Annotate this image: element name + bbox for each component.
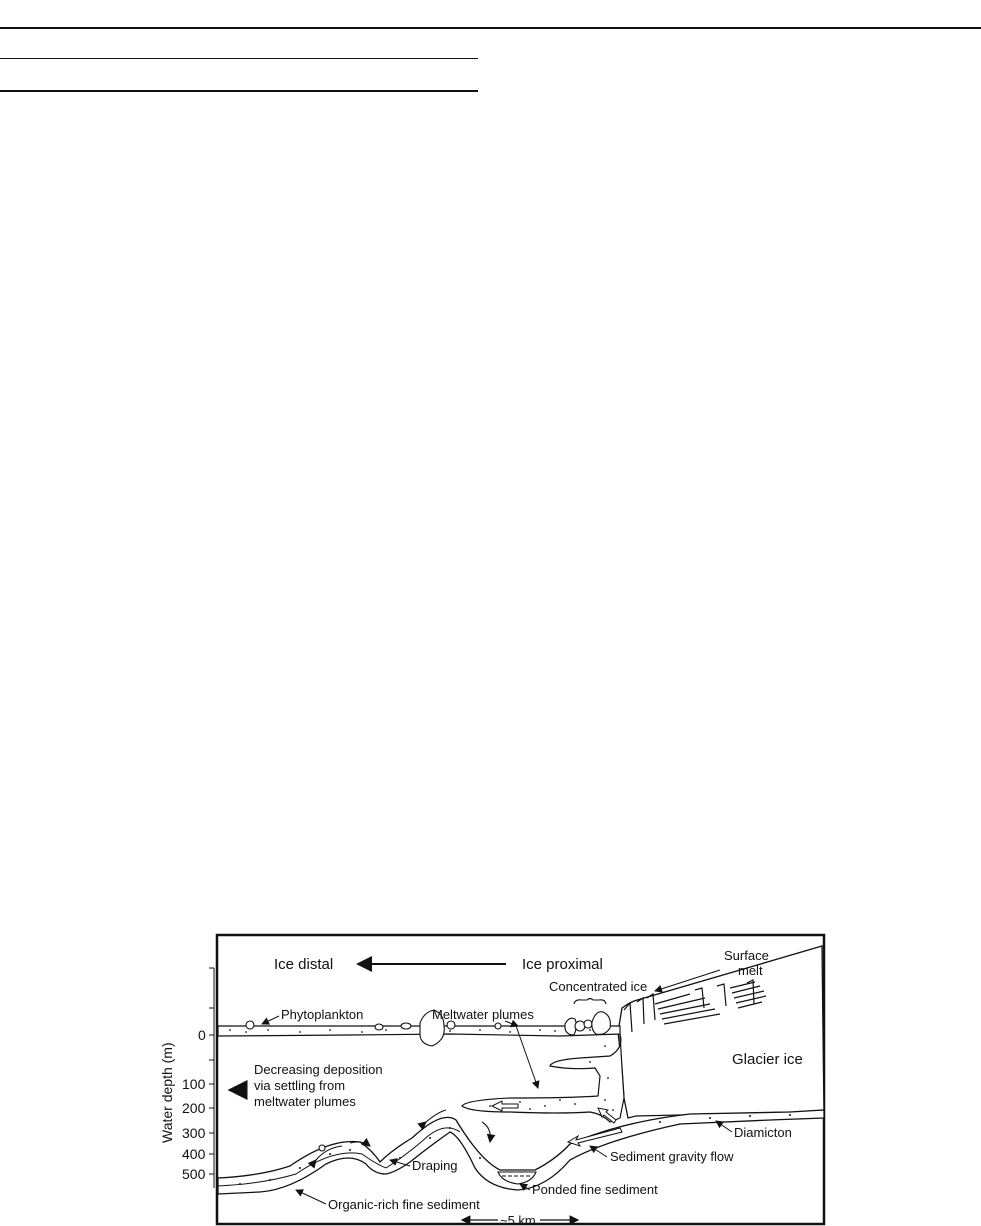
- depth-axis: [209, 968, 214, 1188]
- tick-100: 100: [182, 1076, 206, 1092]
- header-rule-full: [0, 27, 981, 29]
- tick-200: 200: [182, 1100, 206, 1116]
- diamicton-label: Diamicton: [734, 1125, 792, 1140]
- organic-rich-label: Organic-rich fine sediment: [328, 1197, 480, 1212]
- ice-distal-label: Ice distal: [274, 956, 334, 973]
- surface-melt-label-1: Surface: [724, 948, 769, 963]
- tick-0: 0: [198, 1027, 206, 1043]
- gravity-flow-label: Sediment gravity flow: [610, 1149, 734, 1164]
- organic-rich-leader: [296, 1190, 326, 1204]
- phytoplankton-leader: [262, 1016, 279, 1024]
- phytoplankton-label: Phytoplankton: [281, 1007, 364, 1022]
- tick-400: 400: [182, 1146, 206, 1162]
- axis-title: Water depth (m): [159, 1042, 175, 1143]
- glacier-ice-label: Glacier ice: [732, 1051, 803, 1068]
- glacier-ice-body: [618, 946, 824, 1118]
- scale-label: ~5 km: [500, 1213, 536, 1226]
- ice-proximal-label: Ice proximal: [522, 956, 603, 973]
- meltwater-plumes-label: Meltwater plumes: [432, 1007, 534, 1022]
- ponded-label: Ponded fine sediment: [532, 1182, 658, 1197]
- concentrated-ice-brace: [574, 999, 606, 1005]
- decreasing-deposition-2: via settling from: [254, 1078, 346, 1093]
- decreasing-deposition-3: meltwater plumes: [254, 1094, 356, 1109]
- header-rule-short-bottom: [0, 90, 478, 92]
- tick-300: 300: [182, 1125, 206, 1141]
- sea-surface-layer: [218, 1026, 620, 1036]
- tick-500: 500: [182, 1166, 206, 1182]
- header-rule-short-top: [0, 58, 478, 59]
- surface-melt-label-2: melt: [738, 963, 763, 978]
- glacimarine-diagram: [150, 928, 830, 1226]
- concentrated-ice-label: Concentrated ice: [549, 979, 648, 994]
- draping-label: Draping: [412, 1158, 458, 1173]
- decreasing-deposition-1: Decreasing deposition: [254, 1062, 383, 1077]
